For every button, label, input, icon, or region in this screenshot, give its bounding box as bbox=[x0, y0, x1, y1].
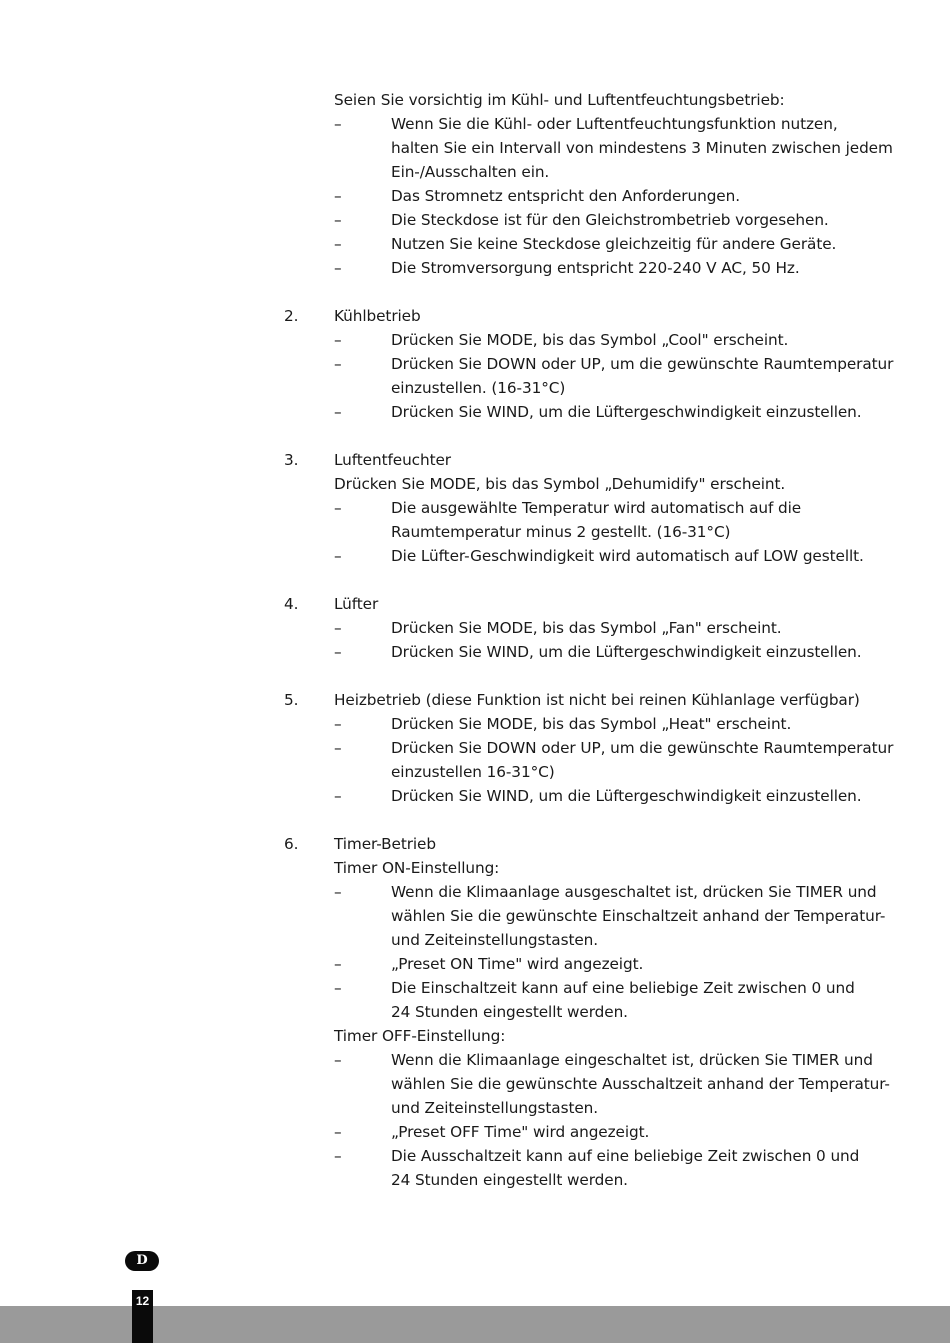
line-text: Die Steckdose ist für den Gleichstrombetrieb vorgesehen. bbox=[391, 211, 829, 229]
dash-bullet: – bbox=[334, 547, 342, 565]
line-text: Nutzen Sie keine Steckdose gleichzeitig für andere Geräte. bbox=[391, 235, 837, 253]
line-text: Drücken Sie WIND, um die Lüftergeschwindigkeit einzustellen. bbox=[391, 643, 862, 661]
dash-bullet: – bbox=[334, 955, 342, 973]
line-text: Das Stromnetz entspricht den Anforderungen. bbox=[391, 187, 740, 205]
line-text: wählen Sie die gewünschte Ausschaltzeit anhand der Temperatur- bbox=[391, 1075, 890, 1093]
dash-bullet: – bbox=[334, 739, 342, 757]
list-item bbox=[0, 232, 950, 256]
dash-bullet: – bbox=[334, 1123, 342, 1141]
text-line bbox=[0, 88, 950, 112]
line-text: „Preset ON Time" wird angezeigt. bbox=[391, 955, 644, 973]
line-text: einzustellen 16-31°C) bbox=[391, 763, 555, 781]
line-text: und Zeiteinstellungstasten. bbox=[391, 931, 599, 949]
line-text: Raumtemperatur minus 2 gestellt. (16-31°C) bbox=[391, 523, 731, 541]
list-item bbox=[0, 352, 950, 376]
line-text: Die Lüfter-Geschwindigkeit wird automatisch auf LOW gestellt. bbox=[391, 547, 864, 565]
line-text: Drücken Sie DOWN oder UP, um die gewünschte Raumtemperatur bbox=[391, 355, 894, 373]
section-heading bbox=[0, 448, 950, 472]
line-text: Seien Sie vorsichtig im Kühl- und Luftentfeuchtungsbetrieb: bbox=[334, 91, 785, 109]
list-item bbox=[0, 256, 950, 280]
line-text: Drücken Sie MODE, bis das Symbol „Fan" erscheint. bbox=[391, 619, 782, 637]
dash-bullet: – bbox=[334, 619, 342, 637]
line-text: Timer-Betrieb bbox=[334, 835, 436, 853]
list-item-continuation bbox=[0, 1024, 950, 1048]
list-item-continuation bbox=[0, 760, 950, 784]
list-item bbox=[0, 616, 950, 640]
list-item bbox=[0, 184, 950, 208]
line-text: Wenn Sie die Kühl- oder Luftentfeuchtungsfunktion nutzen, bbox=[391, 115, 838, 133]
dash-bullet: – bbox=[334, 883, 342, 901]
dash-bullet: – bbox=[334, 643, 342, 661]
section-heading bbox=[0, 688, 950, 712]
dash-bullet: – bbox=[334, 787, 342, 805]
dash-bullet: – bbox=[334, 715, 342, 733]
line-text: Heizbetrieb (diese Funktion ist nicht bei reinen Kühlanlage verfügbar) bbox=[334, 691, 860, 709]
dash-bullet: – bbox=[334, 115, 342, 133]
page-number: 12 bbox=[135, 1294, 150, 1308]
line-text: Wenn die Klimaanlage ausgeschaltet ist, drücken Sie TIMER und bbox=[391, 883, 877, 901]
line-text: Die Einschaltzeit kann auf eine beliebige Zeit zwischen 0 und bbox=[391, 979, 855, 997]
dash-bullet: – bbox=[334, 331, 342, 349]
line-text: Timer OFF-Einstellung: bbox=[334, 1027, 506, 1045]
language-badge: D bbox=[125, 1251, 159, 1271]
list-item-continuation bbox=[0, 1072, 950, 1096]
section-number: 5. bbox=[284, 691, 299, 709]
section-heading bbox=[0, 832, 950, 856]
text-line bbox=[0, 856, 950, 880]
line-text: „Preset OFF Time" wird angezeigt. bbox=[391, 1123, 650, 1141]
line-text: einzustellen. (16-31°C) bbox=[391, 379, 566, 397]
line-text: Die Stromversorgung entspricht 220-240 V AC, 50 Hz. bbox=[391, 259, 800, 277]
paragraph-gap bbox=[0, 568, 950, 592]
list-item bbox=[0, 496, 950, 520]
text-line bbox=[0, 472, 950, 496]
dash-bullet: – bbox=[334, 259, 342, 277]
list-item bbox=[0, 400, 950, 424]
line-text: Drücken Sie MODE, bis das Symbol „Dehumidify" erscheint. bbox=[334, 475, 786, 493]
section-number: 4. bbox=[284, 595, 299, 613]
dash-bullet: – bbox=[334, 1051, 342, 1069]
list-item bbox=[0, 784, 950, 808]
line-text: halten Sie ein Intervall von mindestens 3 Minuten zwischen jedem bbox=[391, 139, 893, 157]
dash-bullet: – bbox=[334, 1147, 342, 1165]
line-text: Die ausgewählte Temperatur wird automatisch auf die bbox=[391, 499, 802, 517]
list-item-continuation bbox=[0, 1096, 950, 1120]
dash-bullet: – bbox=[334, 403, 342, 421]
list-item bbox=[0, 640, 950, 664]
list-item bbox=[0, 736, 950, 760]
line-text: wählen Sie die gewünschte Einschaltzeit anhand der Temperatur- bbox=[391, 907, 886, 925]
paragraph-gap bbox=[0, 664, 950, 688]
list-item bbox=[0, 208, 950, 232]
line-text: Drücken Sie DOWN oder UP, um die gewünschte Raumtemperatur bbox=[391, 739, 894, 757]
line-text: Die Ausschaltzeit kann auf eine beliebige Zeit zwischen 0 und bbox=[391, 1147, 860, 1165]
list-item bbox=[0, 112, 950, 136]
list-item-continuation bbox=[0, 376, 950, 400]
line-text: Luftentfeuchter bbox=[334, 451, 451, 469]
dash-bullet: – bbox=[334, 979, 342, 997]
list-item bbox=[0, 1120, 950, 1144]
list-item-continuation bbox=[0, 520, 950, 544]
line-text: und Zeiteinstellungstasten. bbox=[391, 1099, 599, 1117]
line-text: Drücken Sie WIND, um die Lüftergeschwindigkeit einzustellen. bbox=[391, 403, 862, 421]
list-item bbox=[0, 328, 950, 352]
line-text: Timer ON-Einstellung: bbox=[334, 859, 500, 877]
line-text: Ein-/Ausschalten ein. bbox=[391, 163, 550, 181]
section-number: 2. bbox=[284, 307, 299, 325]
list-item bbox=[0, 976, 950, 1000]
list-item bbox=[0, 952, 950, 976]
list-item-continuation bbox=[0, 1168, 950, 1192]
list-item bbox=[0, 1048, 950, 1072]
dash-bullet: – bbox=[334, 355, 342, 373]
list-item-continuation bbox=[0, 136, 950, 160]
line-text: Lüfter bbox=[334, 595, 379, 613]
section-heading bbox=[0, 304, 950, 328]
section-heading bbox=[0, 592, 950, 616]
line-text: 24 Stunden eingestellt werden. bbox=[391, 1003, 628, 1021]
dash-bullet: – bbox=[334, 211, 342, 229]
line-text: Drücken Sie WIND, um die Lüftergeschwindigkeit einzustellen. bbox=[391, 787, 862, 805]
line-text: Wenn die Klimaanlage eingeschaltet ist, drücken Sie TIMER und bbox=[391, 1051, 873, 1069]
section-number: 6. bbox=[284, 835, 299, 853]
document-body bbox=[0, 88, 950, 1192]
list-item-continuation bbox=[0, 160, 950, 184]
list-item bbox=[0, 880, 950, 904]
dash-bullet: – bbox=[334, 499, 342, 517]
list-item bbox=[0, 1144, 950, 1168]
list-item bbox=[0, 544, 950, 568]
list-item bbox=[0, 712, 950, 736]
line-text: Drücken Sie MODE, bis das Symbol „Cool" erscheint. bbox=[391, 331, 789, 349]
paragraph-gap bbox=[0, 808, 950, 832]
section-number: 3. bbox=[284, 451, 299, 469]
dash-bullet: – bbox=[334, 235, 342, 253]
dash-bullet: – bbox=[334, 187, 342, 205]
list-item-continuation bbox=[0, 904, 950, 928]
paragraph-gap bbox=[0, 424, 950, 448]
line-text: 24 Stunden eingestellt werden. bbox=[391, 1171, 628, 1189]
line-text: Drücken Sie MODE, bis das Symbol „Heat" erscheint. bbox=[391, 715, 792, 733]
paragraph-gap bbox=[0, 280, 950, 304]
list-item-continuation bbox=[0, 928, 950, 952]
list-item-continuation bbox=[0, 1000, 950, 1024]
line-text: Kühlbetrieb bbox=[334, 307, 421, 325]
